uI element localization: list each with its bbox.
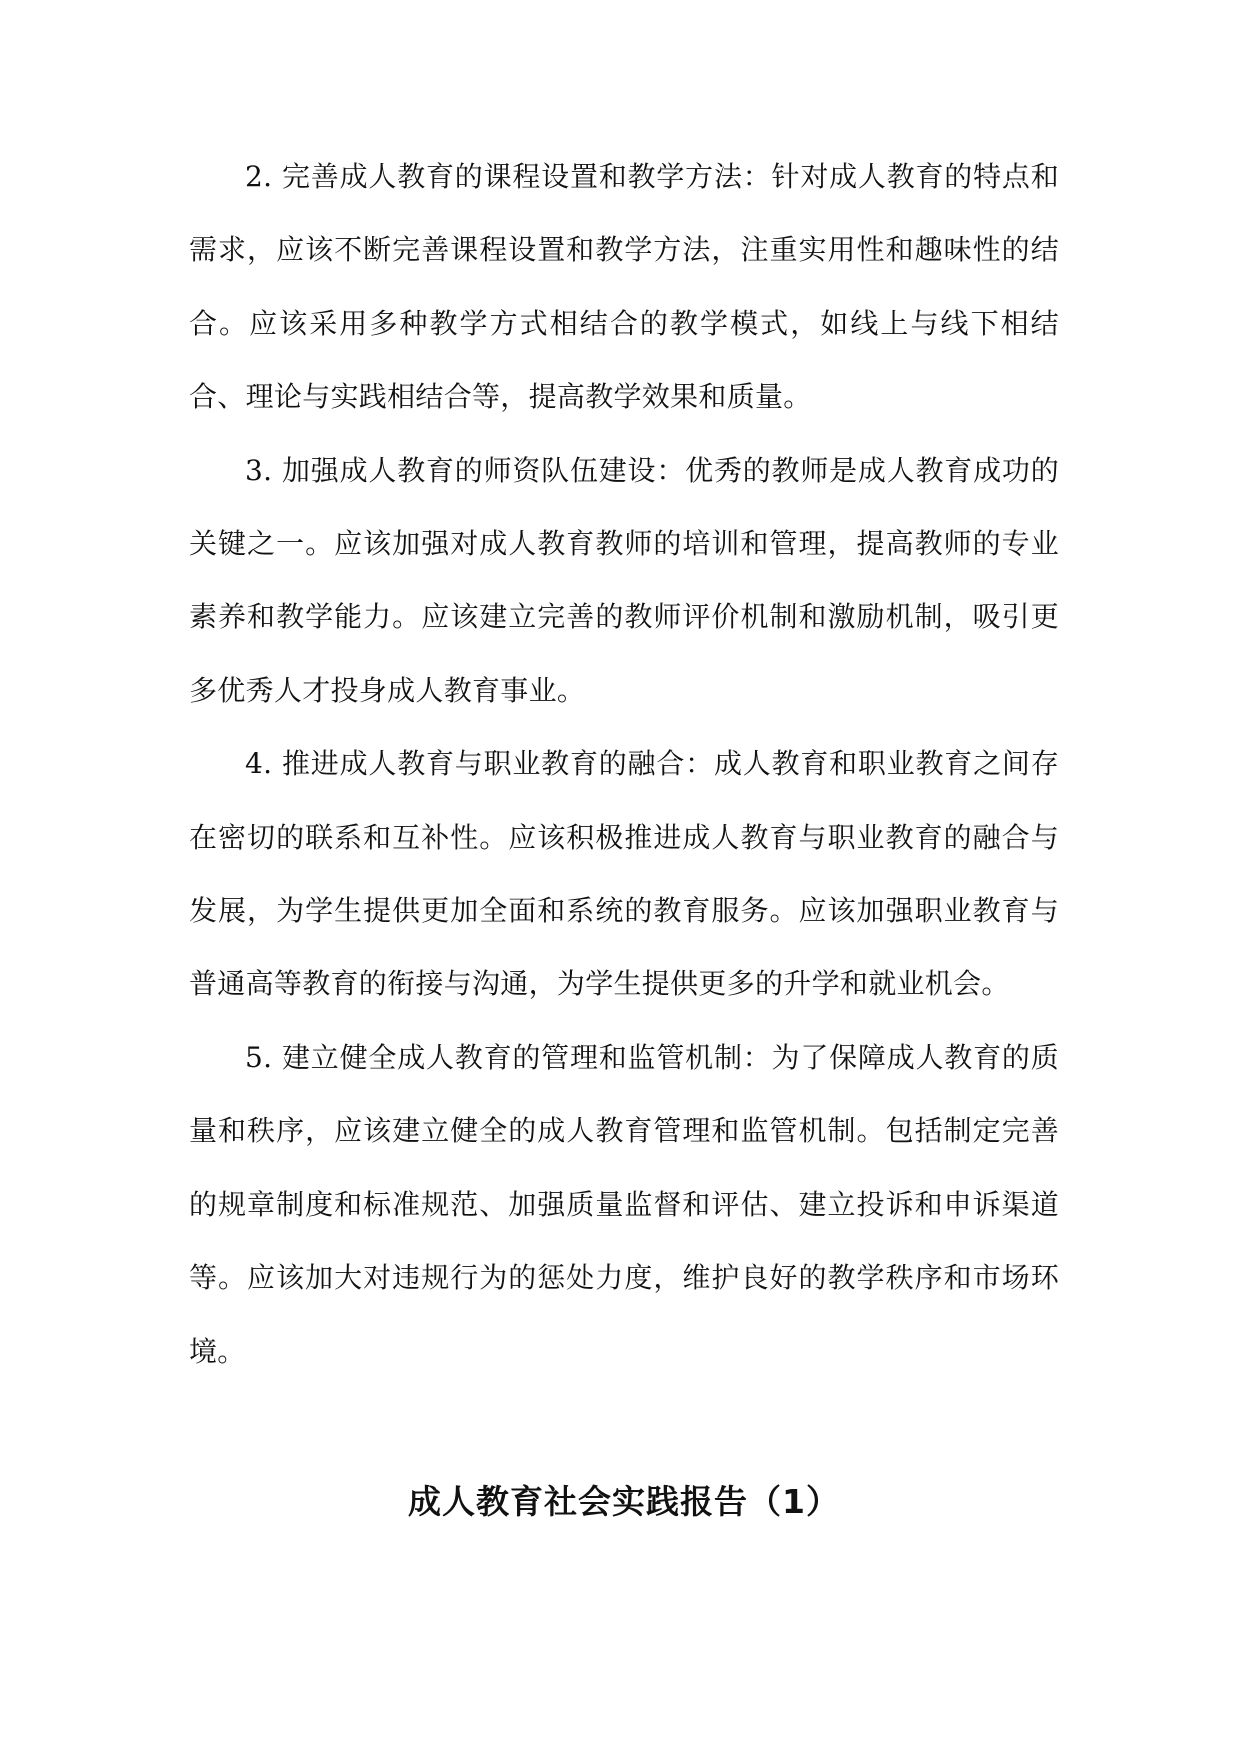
paragraph-item-4: 4. 推进成人教育与职业教育的融合：成人教育和职业教育之间存在密切的联系和互补性。应该积极推进成人教育与职业教育的融合与发展，为学生提供更加全面和系统的教育服务。应该加强职业教育与普通高等教育的衔接与沟通，为学生提供更多的升学和就业机会。 <box>189 747 1059 1001</box>
paragraph-item-5: 5. 建立健全成人教育的管理和监管机制：为了保障成人教育的质量和秩序，应该建立健全的成人教育管理和监管机制。包括制定完善的规章制度和标准规范、加强质量监督和评估、建立投诉和申诉渠道等。应该加大对违规行为的惩处力度，维护良好的教学秩序和市场环境。 <box>189 1040 1059 1368</box>
body-text <box>189 140 1059 1388</box>
paragraph-item-3: 3. 加强成人教育的师资队伍建设：优秀的教师是成人教育成功的关键之一。应该加强对成人教育教师的培训和管理，提高教师的专业素养和教学能力。应该建立完善的教师评价机制和激励机制，吸引更多优秀人才投身成人教育事业。 <box>189 453 1059 707</box>
section-heading: 成人教育社会实践报告（1） <box>408 1482 840 1521</box>
paragraph-item-2: 2. 完善成人教育的课程设置和教学方法：针对成人教育的特点和需求，应该不断完善课程设置和教学方法，注重实用性和趣味性的结合。应该采用多种教学方式相结合的教学模式，如线上与线下相结合、理论与实践相结合等，提高教学效果和质量。 <box>189 160 1059 414</box>
